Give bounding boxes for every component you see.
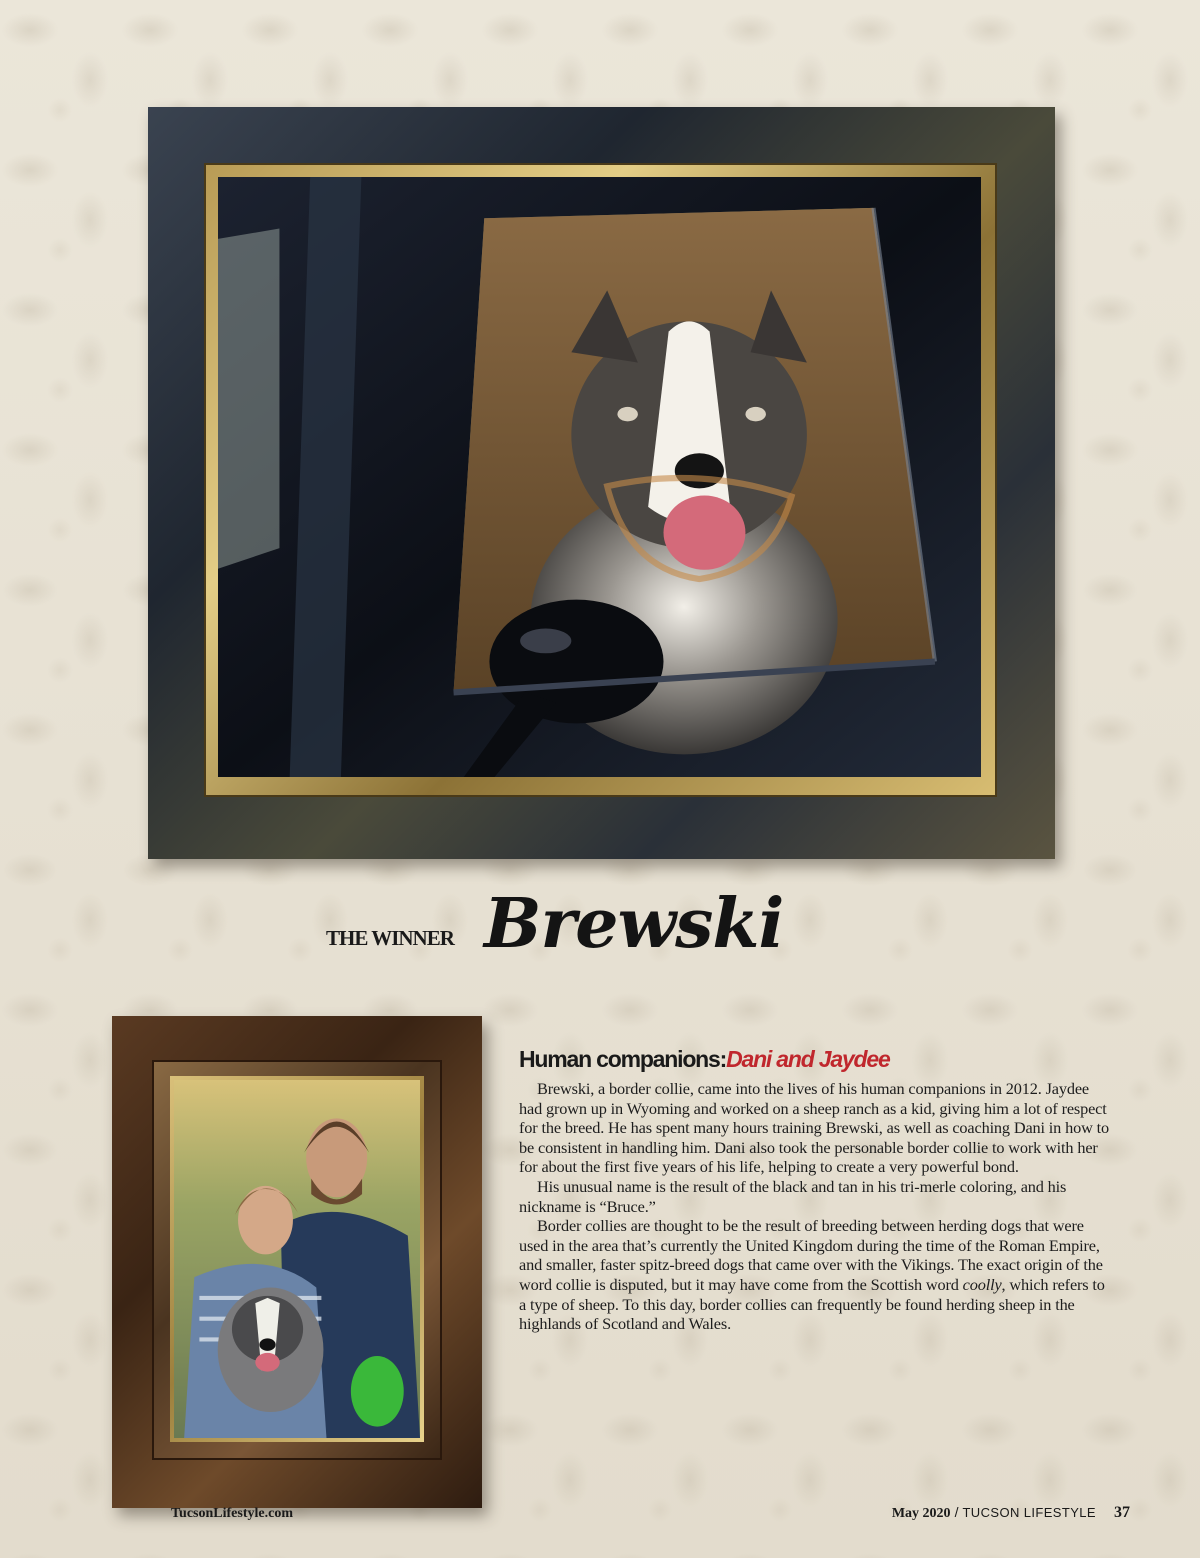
footer-date: May 2020	[891, 1506, 951, 1521]
subhead-names: Dani and Jaydee	[726, 1046, 890, 1072]
article-subhead	[519, 1046, 1109, 1073]
companions-photo-frame	[112, 1016, 482, 1508]
footer-separator: /	[954, 1504, 959, 1520]
companions-photo-gold-liner	[170, 1076, 424, 1442]
couple-with-dog-illustration	[174, 1080, 420, 1438]
subhead-label: Human companions:	[519, 1046, 727, 1072]
footer-folio	[892, 1504, 1130, 1522]
article-paragraph-3	[519, 1216, 1109, 1334]
article-paragraph-2: His unusual name is the result of the black and tan in his tri-merle coloring, and his nickname is “Bruce.”	[519, 1176, 1067, 1216]
dog-in-truck-illustration	[218, 177, 981, 777]
winner-title	[326, 886, 826, 976]
companions-photo-liner	[152, 1060, 442, 1460]
winner-name: Brewski	[484, 884, 784, 964]
para3-text-b: , which refers to a type of sheep. To this day, border collies can frequently be found herding sheep in the highlands of Scotland and Wales.	[519, 1274, 1105, 1334]
winner-label: THE WINNER	[326, 926, 454, 950]
footer-website[interactable]: TucsonLifestyle.com	[171, 1506, 293, 1521]
para3-emphasis: coolly	[962, 1274, 1002, 1294]
page-number: 37	[1114, 1504, 1130, 1521]
main-photo-gold-liner	[204, 163, 997, 797]
footer-magazine: TUCSON LIFESTYLE	[962, 1505, 1096, 1520]
para3-text-a: Border collies are thought to be the result of breeding between herding dogs that were used in the area that’s currently the United Kingdom during the time of the Roman Empire, and smaller, faster spitz-breed dogs that came over with the Vikings. The exact origin of the word collie is disputed, but it may have come from the Scottish word	[519, 1216, 1103, 1294]
main-photo-dog-in-truck	[218, 177, 981, 777]
companions-photo	[174, 1080, 420, 1438]
article-paragraph-1: Brewski, a border collie, came into the lives of his human companions in 2012. Jaydee had grown up in Wyoming and worked on a sheep ranch as a kid, giving him a lot of respect for the breed. He has spent many hours training Brewski, as well as coaching Dani in how to be consistent in handling him. Dani also took the personable border collie to work with her for about the first five years of his life, helping to create a very powerful bond.	[519, 1079, 1109, 1177]
article-body	[519, 1046, 1109, 1334]
main-photo-frame	[148, 107, 1055, 859]
